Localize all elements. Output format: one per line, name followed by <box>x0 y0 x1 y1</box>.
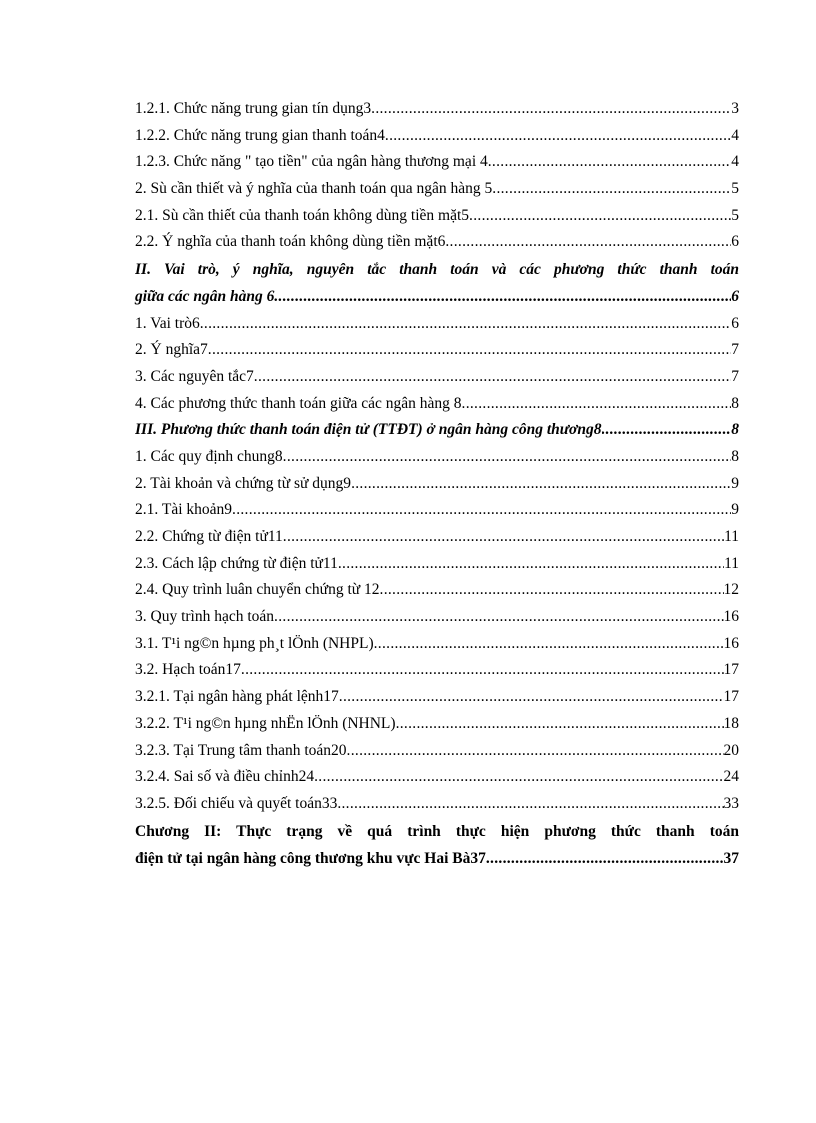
toc-entry-title: 3. Các nguyên tắc7 <box>135 367 254 385</box>
toc-entry <box>135 123 739 150</box>
toc-leader-dots <box>462 391 732 418</box>
toc-entry-page: 6 <box>731 233 739 251</box>
toc-leader-dots <box>486 845 724 872</box>
toc-leader-dots <box>396 711 724 738</box>
toc-leader-dots <box>339 684 724 711</box>
toc-entry-title: 3.2.1. Tại ngân hàng phát lệnh17 <box>135 688 339 706</box>
toc-entry-title: 2.2. Ý nghĩa của thanh toán không dùng tiền mặt6 <box>135 233 446 251</box>
toc-entry-page: 12 <box>723 581 739 599</box>
toc-entry-title: 2.2. Chứng từ điện tử11 <box>135 528 283 545</box>
toc-entry-page: 6 <box>731 314 739 332</box>
toc-entry <box>135 229 739 256</box>
toc-entry <box>135 149 739 176</box>
toc-leader-dots <box>347 738 724 765</box>
toc-entry-page: 17 <box>723 688 739 706</box>
toc-leader-dots <box>469 203 731 230</box>
toc-leader-dots <box>445 229 731 256</box>
toc-entry <box>135 311 739 338</box>
toc-chapter-heading <box>135 818 739 872</box>
toc-leader-dots <box>241 657 724 684</box>
toc-entry <box>135 791 739 818</box>
toc-entry-title: 1.2.1. Chức năng trung gian tín dụng3 <box>135 100 372 117</box>
toc-leader-dots <box>351 471 731 498</box>
toc-entry-page: 9 <box>731 501 739 519</box>
toc-leader-dots <box>200 311 732 338</box>
toc-leader-dots <box>374 631 724 658</box>
toc-entry <box>135 684 739 711</box>
toc-leader-dots <box>602 417 732 444</box>
toc-entry <box>135 364 739 391</box>
toc-chapter-heading-line1: Chương II: Thực trạng về quá trình thực hiện phương thức thanh toán <box>135 822 739 840</box>
toc-entry-title: 1.2.3. Chức năng " tạo tiền" của ngân hàng thương mại 4 <box>135 153 488 171</box>
toc-entry-page: 16 <box>723 634 739 652</box>
toc-entry-page: 5 <box>731 206 739 224</box>
toc-leader-dots <box>274 283 731 310</box>
toc-entry-title: 3.2.5. Đối chiếu và quyết toán33 <box>135 794 338 812</box>
toc-section-heading <box>135 256 739 310</box>
toc-entry-title: 2. Tài khoản và chứng từ sử dụng9 <box>135 474 352 492</box>
toc-entry-page: 11 <box>724 528 739 545</box>
toc-entry <box>135 96 739 123</box>
toc-entry <box>135 524 739 551</box>
toc-entry <box>135 604 739 631</box>
toc-section-heading-page: 6 <box>731 288 739 306</box>
toc-entry-title: 3.2.2. T¹i ng©n hµng nhËn lÖnh (NHNL) <box>135 714 396 732</box>
toc-entry-page: 16 <box>723 608 739 626</box>
toc-chapter-heading-page: 37 <box>723 849 739 867</box>
toc-entry <box>135 631 739 658</box>
toc-section-heading <box>135 417 739 444</box>
toc-entry-title: 2. Sù cần thiết và ý nghĩa của thanh toán qua ngân hàng 5 <box>135 180 493 198</box>
toc-entry <box>135 391 739 418</box>
toc-entry-title: 1. Vai trò6 <box>135 314 200 332</box>
toc-section-heading-line2: giữa các ngân hàng 6 <box>135 288 275 306</box>
toc-leader-dots <box>492 176 731 203</box>
toc-entry-title: 4. Các phương thức thanh toán giữa các ngân hàng 8 <box>135 394 462 412</box>
toc-entry <box>135 551 739 578</box>
toc-entry-title: 3.2.4. Sai số và điều chỉnh24 <box>135 768 315 786</box>
toc-entry-page: 20 <box>723 741 739 759</box>
toc-entry-title: 2.3. Cách lập chứng từ điện tử11 <box>135 554 338 572</box>
toc-entry-title: 3. Quy trình hạch toán <box>135 608 275 626</box>
toc-entry-page: 33 <box>723 794 739 812</box>
toc-section-heading-title: III. Phương thức thanh toán điện tử (TTĐT) ở ngân hàng công thương8 <box>135 421 602 439</box>
toc-entry-page: 4 <box>731 153 739 171</box>
toc-entry <box>135 711 739 738</box>
toc-entry <box>135 337 739 364</box>
toc-entry <box>135 497 739 524</box>
toc-entry <box>135 657 739 684</box>
toc-entry-title: 2.4. Quy trình luân chuyển chứng từ 12 <box>135 581 380 599</box>
toc-leader-dots <box>488 149 732 176</box>
toc-leader-dots <box>338 551 724 578</box>
toc-entry-title: 2. Ý nghĩa7 <box>135 341 208 359</box>
toc-leader-dots <box>254 364 731 391</box>
toc-leader-dots <box>283 524 724 551</box>
toc-entry <box>135 176 739 203</box>
toc-entry <box>135 471 739 498</box>
toc-entry-page: 7 <box>731 367 739 385</box>
toc-entry-title: 3.1. T¹i ng©n hµng ph¸t lÖnh (NHPL) <box>135 634 374 652</box>
toc-leader-dots <box>283 444 732 471</box>
toc-entry-page: 7 <box>731 341 739 359</box>
toc-chapter-heading-line2: điện tử tại ngân hàng công thương khu vực Hai Bà37 <box>135 849 486 867</box>
toc-section-heading-page: 8 <box>731 421 739 439</box>
toc-entry-title: 1.2.2. Chức năng trung gian thanh toán4 <box>135 126 385 144</box>
toc-entry <box>135 577 739 604</box>
toc-entry <box>135 203 739 230</box>
toc-leader-dots <box>208 337 731 364</box>
toc-entry <box>135 444 739 471</box>
toc-entry <box>135 738 739 765</box>
toc-section-heading-line1: II. Vai trò, ý nghĩa, nguyên tắc thanh toán và các phương thức thanh toán <box>135 261 739 279</box>
toc-entry <box>135 764 739 791</box>
toc-leader-dots <box>385 123 731 150</box>
toc-entry-page: 8 <box>731 447 739 465</box>
toc-entry-page: 4 <box>731 126 739 144</box>
toc-leader-dots <box>371 96 731 123</box>
toc-entry-page: 18 <box>723 714 739 732</box>
toc-entry-page: 11 <box>724 554 739 572</box>
toc-entry-page: 9 <box>731 474 739 492</box>
toc-leader-dots <box>274 604 723 631</box>
toc-leader-dots <box>232 497 731 524</box>
toc-leader-dots <box>380 577 724 604</box>
toc-entry-title: 3.2. Hạch toán17 <box>135 661 241 679</box>
table-of-contents <box>135 96 739 872</box>
toc-entry-title: 3.2.3. Tại Trung tâm thanh toán20 <box>135 741 347 759</box>
toc-entry-page: 24 <box>723 768 739 786</box>
toc-entry-title: 2.1. Tài khoản9 <box>135 501 233 519</box>
toc-entry-page: 8 <box>731 394 739 412</box>
toc-entry-title: 1. Các quy định chung8 <box>135 447 283 465</box>
toc-entry-page: 17 <box>723 661 739 679</box>
toc-leader-dots <box>337 791 723 818</box>
toc-leader-dots <box>314 764 723 791</box>
toc-entry-page: 5 <box>731 180 739 198</box>
toc-entry-page: 3 <box>731 100 739 117</box>
toc-entry-title: 2.1. Sù cần thiết của thanh toán không dùng tiền mặt5 <box>135 206 470 224</box>
